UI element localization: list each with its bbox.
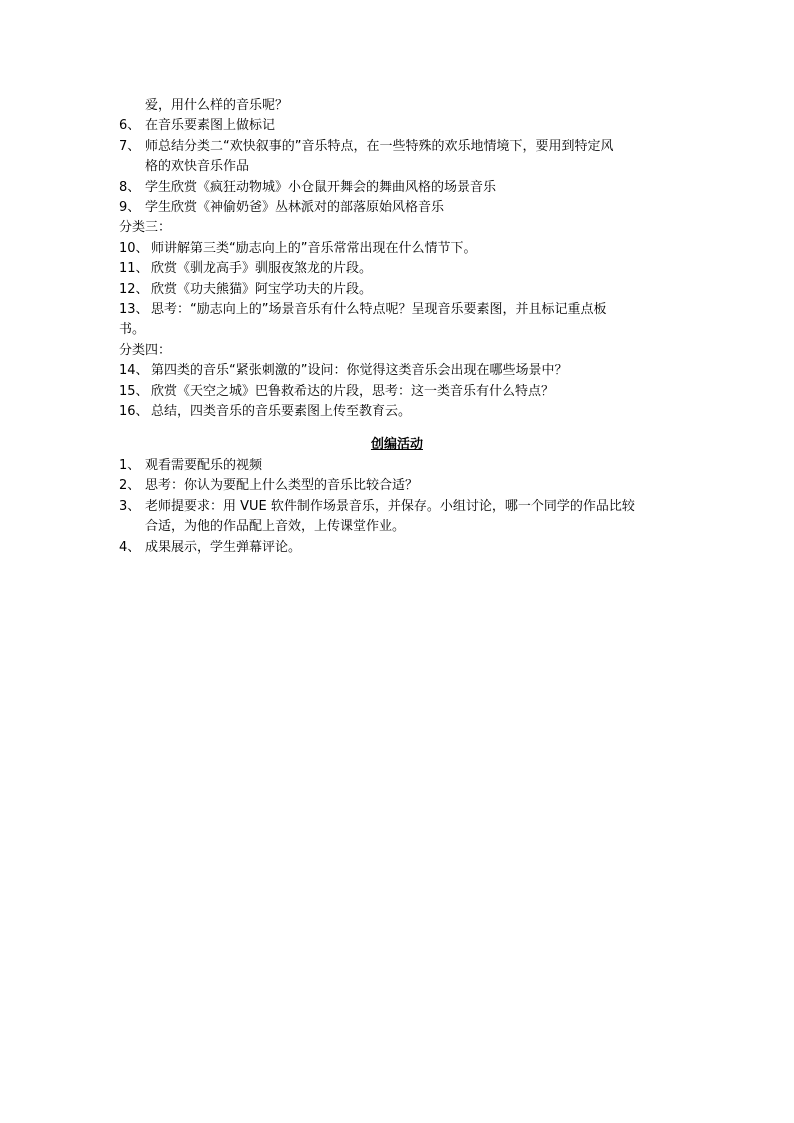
item-text: 学生欣赏《神偷奶爸》丛林派对的部落原始风格音乐 (145, 200, 445, 216)
item-number: 15、 (119, 383, 149, 399)
list-item (119, 300, 679, 341)
item-text: 老师提要求：用 VUE 软件制作场景音乐，并保存。小组讨论，哪一个同学的作品比较 (145, 498, 635, 514)
item-number: 4、 (119, 539, 141, 555)
document-page (119, 96, 679, 558)
item-text: 欣赏《天空之城》巴鲁救希达的片段，思考：这一类音乐有什么特点？ (151, 383, 555, 399)
item-text-continued: 合适，为他的作品配上音效，上传课堂作业。 (145, 519, 406, 535)
item-number: 9、 (119, 200, 141, 216)
list-item (119, 382, 679, 402)
item-number: 14、 (119, 363, 149, 379)
list-item (119, 497, 679, 538)
category-three-heading: 分类三： (119, 220, 172, 236)
item-text: 师总结分类二“欢快叙事的”音乐特点，在一些特殊的欢乐地情境下，要用到特定风 (145, 138, 614, 154)
item-text: 总结，四类音乐的音乐要素图上传至教育云。 (151, 404, 412, 420)
item-text: 欣赏《驯龙高手》驯服夜煞龙的片段。 (151, 261, 373, 277)
item-text: 思考：“励志向上的”场景音乐有什么特点呢？呈现音乐要素图，并且标记重点板 (151, 302, 607, 318)
item-number: 10、 (119, 240, 149, 256)
item-text: 第四类的音乐“紧张刺激的”设问：你觉得这类音乐会出现在哪些场景中？ (151, 363, 568, 379)
item-text-continued: 书。 (119, 322, 146, 338)
item-text: 师讲解第三类“励志向上的”音乐常常出现在什么情节下。 (151, 240, 477, 256)
item-number: 1、 (119, 457, 141, 473)
list-item (119, 198, 679, 218)
item-text: 学生欣赏《疯狂动物城》小仓鼠开舞会的舞曲风格的场景音乐 (145, 179, 497, 195)
item-text: 欣赏《功夫熊猫》阿宝学功夫的片段。 (151, 281, 373, 297)
list-item (119, 476, 679, 496)
item-text: 思考：你认为要配上什么类型的音乐比较合适？ (145, 478, 419, 494)
list-item (119, 361, 679, 381)
list-item (119, 239, 679, 259)
list-item (119, 259, 679, 279)
item-text: 观看需要配乐的视频 (145, 457, 263, 473)
list-item (119, 402, 679, 422)
list-item (119, 137, 679, 178)
item-number: 13、 (119, 302, 149, 318)
item-number: 6、 (119, 118, 141, 134)
item-text: 在音乐要素图上做标记 (145, 118, 276, 134)
list-item (119, 280, 679, 300)
item-number: 12、 (119, 281, 149, 297)
item-number: 11、 (119, 261, 149, 277)
item-number: 8、 (119, 179, 141, 195)
category-four-heading: 分类四： (119, 342, 172, 358)
item-number: 3、 (119, 498, 141, 514)
item-number: 2、 (119, 478, 141, 494)
section-title-creative-activity: 创编活动 (370, 436, 423, 452)
list-item (119, 456, 679, 476)
item-text-continued: 格的欢快音乐作品 (145, 159, 250, 175)
list-item (119, 116, 679, 136)
list-item (119, 538, 679, 558)
list-item (119, 178, 679, 198)
continuation-line: 爱，用什么样的音乐呢？ (145, 98, 289, 113)
item-text: 成果展示，学生弹幕评论。 (145, 539, 302, 555)
item-number: 7、 (119, 138, 141, 154)
item-number: 16、 (119, 404, 149, 420)
